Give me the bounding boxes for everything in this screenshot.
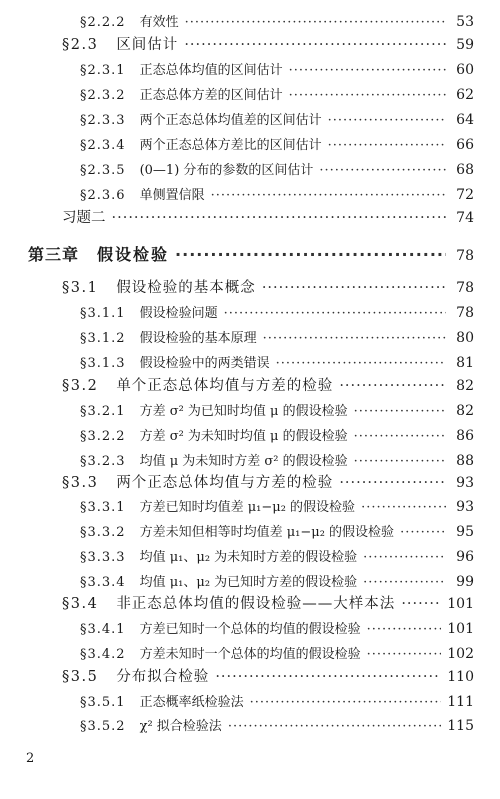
entry-title: 方差 σ² 为未知时均值 μ 的假设检验	[139, 429, 348, 444]
dot-leader	[328, 134, 446, 158]
entry-page-number: 101	[447, 596, 474, 612]
toc-subsection-entry[interactable]	[0, 351, 474, 375]
entry-page-number: 111	[447, 694, 474, 710]
entry-page-number: 66	[456, 137, 474, 153]
entry-title: 正态总体方差的区间估计	[139, 88, 283, 103]
toc-subsection-entry[interactable]	[0, 158, 474, 182]
dot-leader	[339, 471, 446, 495]
toc-subsection-entry[interactable]	[0, 714, 474, 738]
entry-title: 分布拟合检验	[116, 669, 210, 685]
entry-number: §3.1	[62, 280, 99, 296]
entry-page-number: 80	[456, 330, 474, 346]
dot-leader	[224, 302, 446, 326]
toc-subsection-entry[interactable]	[0, 133, 474, 157]
entry-page-number: 74	[456, 210, 474, 226]
entry-title: 区间估计	[116, 37, 179, 53]
entry-page-number: 59	[456, 37, 474, 53]
entry-title: 均值 μ₁、μ₂ 为未知时方差的假设检验	[139, 550, 358, 565]
toc-subsection-entry[interactable]	[0, 520, 474, 544]
entry-page-number: 60	[456, 62, 474, 78]
entry-title: 两个正态总体均值差的区间估计	[139, 113, 322, 128]
entry-title: 正态总体均值的区间估计	[139, 63, 283, 78]
entry-page-number: 115	[447, 718, 474, 734]
dot-leader	[361, 496, 446, 520]
dot-leader	[184, 33, 446, 57]
dot-leader	[228, 715, 441, 739]
entry-number: §3.4.2	[80, 647, 126, 662]
toc-subsection-entry[interactable]	[0, 545, 474, 569]
toc-subsection-entry[interactable]	[0, 642, 474, 666]
entry-title: 方差 σ² 为已知时均值 μ 的假设检验	[139, 404, 348, 419]
dot-leader	[289, 59, 446, 83]
entry-number: §2.3.4	[80, 138, 126, 153]
entry-title: χ² 拟合检验法	[139, 719, 222, 734]
entry-number: §2.3.1	[80, 63, 126, 78]
entry-page-number: 62	[456, 87, 474, 103]
toc-section-entry[interactable]	[0, 33, 474, 57]
toc-subsection-entry[interactable]	[0, 108, 474, 132]
dot-leader	[215, 665, 441, 689]
page-number: 2	[26, 751, 35, 766]
dot-leader	[328, 109, 446, 133]
entry-page-number: 78	[456, 305, 474, 321]
dot-leader	[339, 374, 446, 398]
entry-number: §3.1.2	[80, 331, 126, 346]
entry-page-number: 96	[456, 549, 474, 565]
dot-leader	[211, 184, 446, 208]
entry-page-number: 93	[456, 475, 474, 491]
toc-subsection-entry[interactable]	[0, 58, 474, 82]
entry-page-number: 81	[456, 355, 474, 371]
toc-subsection-entry[interactable]	[0, 301, 474, 325]
entry-title: 假设检验	[97, 245, 170, 264]
entry-number: §2.3	[62, 37, 99, 53]
entry-number: §3.1.1	[80, 306, 126, 321]
entry-page-number: 82	[456, 403, 474, 419]
dot-leader	[401, 592, 441, 616]
entry-title: 方差已知时均值差 μ₁−μ₂ 的假设检验	[139, 500, 356, 515]
toc-subsection-entry[interactable]	[0, 326, 474, 350]
entry-page-number: 110	[447, 669, 474, 685]
entry-number: §2.2.2	[80, 15, 126, 30]
entry-number: §2.3.5	[80, 163, 126, 178]
entry-page-number: 95	[456, 524, 474, 540]
entry-title: 假设检验的基本概念	[116, 280, 256, 296]
dot-leader	[319, 159, 446, 183]
toc-subsection-entry[interactable]	[0, 617, 474, 641]
toc-section-entry[interactable]	[0, 374, 474, 398]
dot-leader	[185, 11, 446, 35]
entry-page-number: 101	[447, 621, 474, 637]
toc-chapter-heading[interactable]	[0, 243, 474, 267]
entry-number: §2.3.2	[80, 88, 126, 103]
dot-leader	[262, 276, 446, 300]
entry-title: 方差已知时一个总体的均值的假设检验	[139, 622, 361, 637]
entry-title: 均值 μ₁、μ₂ 为已知时方差的假设检验	[139, 575, 358, 590]
dot-leader	[354, 425, 446, 449]
dot-leader	[363, 546, 446, 570]
entry-number: §2.3.6	[80, 188, 126, 203]
entry-page-number: 86	[456, 428, 474, 444]
entry-title: 假设检验中的两类错误	[139, 356, 270, 371]
entry-number: §3.5.2	[80, 719, 126, 734]
dot-leader	[175, 243, 446, 267]
entry-number: §3.2.2	[80, 429, 126, 444]
entry-title: 正态概率纸检验法	[139, 695, 244, 710]
dot-leader	[400, 521, 446, 545]
dot-leader	[112, 206, 447, 230]
dot-leader	[250, 691, 442, 715]
toc-subsection-entry[interactable]	[0, 424, 474, 448]
dot-leader	[354, 400, 446, 424]
entry-page-number: 68	[456, 162, 474, 178]
toc-section-entry[interactable]	[0, 665, 474, 689]
entry-page-number: 88	[456, 453, 474, 469]
toc-subsection-entry[interactable]	[0, 10, 474, 34]
entry-number: §3.1.3	[80, 356, 126, 371]
entry-number: §3.3	[62, 475, 99, 491]
entry-page-number: 53	[456, 14, 474, 30]
toc-subsection-entry[interactable]	[0, 570, 474, 594]
toc-subsection-entry[interactable]	[0, 495, 474, 519]
entry-number: §3.3.2	[80, 525, 126, 540]
entry-page-number: 64	[456, 112, 474, 128]
entry-page-number: 82	[456, 378, 474, 394]
entry-page-number: 78	[456, 280, 474, 296]
entry-page-number: 78	[456, 248, 474, 264]
entry-number: §3.2	[62, 378, 99, 394]
entry-number: §3.3.1	[80, 500, 126, 515]
toc-subsection-entry[interactable]	[0, 399, 474, 423]
entry-page-number: 93	[456, 499, 474, 515]
entry-title: 假设检验的基本原理	[139, 331, 257, 346]
toc-subsection-entry[interactable]	[0, 183, 474, 207]
entry-number: 第三章	[28, 245, 80, 264]
entry-title: 方差未知但相等时均值差 μ₁−μ₂ 的假设检验	[139, 525, 395, 540]
toc-section-entry[interactable]	[0, 276, 474, 300]
toc-subsection-entry[interactable]	[0, 449, 474, 473]
toc-section-entry[interactable]	[0, 592, 474, 616]
entry-number: §3.3.4	[80, 575, 126, 590]
entry-page-number: 72	[456, 187, 474, 203]
toc-section-entry[interactable]	[0, 471, 474, 495]
entry-page-number: 99	[456, 574, 474, 590]
dot-leader	[367, 618, 442, 642]
dot-leader	[367, 643, 442, 667]
entry-number: §3.2.1	[80, 404, 126, 419]
entry-number: §3.2.3	[80, 454, 126, 469]
entry-number: §3.4.1	[80, 622, 126, 637]
dot-leader	[276, 352, 446, 376]
entry-number: §2.3.3	[80, 113, 126, 128]
entry-page-number: 102	[447, 646, 474, 662]
entry-title: (0—1) 分布的参数的区间估计	[139, 163, 314, 178]
toc-exercise-entry[interactable]	[0, 206, 474, 230]
toc-subsection-entry[interactable]	[0, 83, 474, 107]
entry-title: 非正态总体均值的假设检验——大样本法	[116, 596, 396, 612]
entry-title: 单个正态总体均值与方差的检验	[116, 378, 334, 394]
dot-leader	[289, 84, 446, 108]
entry-title: 单侧置信限	[139, 188, 205, 203]
entry-title: 方差未知时一个总体的均值的假设检验	[139, 647, 361, 662]
entry-title: 有效性	[139, 15, 179, 30]
entry-title: 均值 μ 为未知时方差 σ² 的假设检验	[139, 454, 348, 469]
entry-title: 两个正态总体均值与方差的检验	[116, 475, 334, 491]
entry-number: §3.5	[62, 669, 99, 685]
toc-subsection-entry[interactable]	[0, 690, 474, 714]
entry-number: §3.3.3	[80, 550, 126, 565]
entry-title: 习题二	[62, 210, 106, 226]
dot-leader	[263, 327, 446, 351]
entry-number: §3.4	[62, 596, 99, 612]
entry-title: 两个正态总体方差比的区间估计	[139, 138, 322, 153]
entry-title: 假设检验问题	[139, 306, 218, 321]
entry-number: §3.5.1	[80, 695, 126, 710]
